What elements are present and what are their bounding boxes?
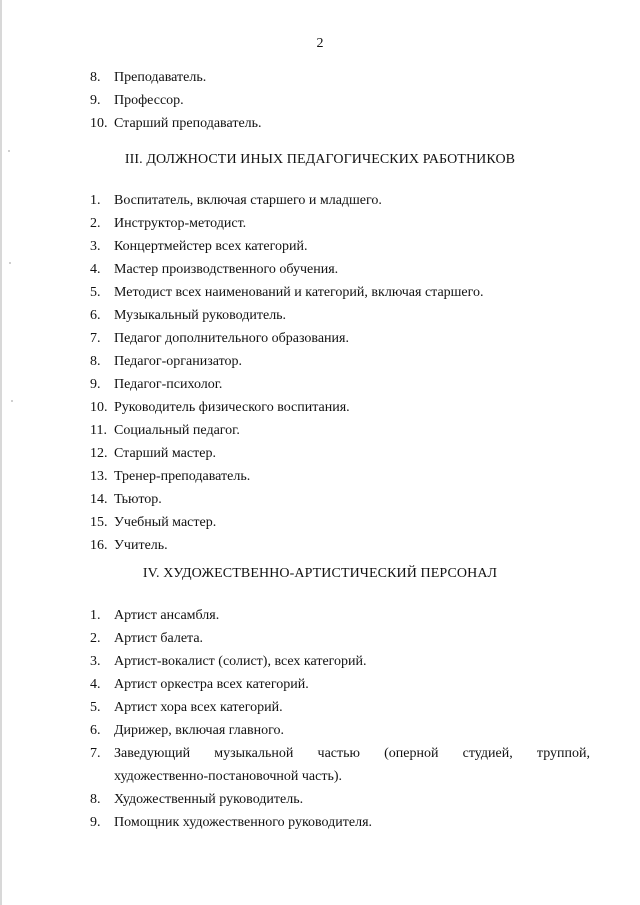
continued-list — [90, 66, 590, 135]
section-heading: IV. ХУДОЖЕСТВЕННО-АРТИСТИЧЕСКИЙ ПЕРСОНАЛ — [142, 566, 498, 581]
list-item: 15. Учебный мастер. — [90, 515, 217, 530]
list-item: 1. Воспитатель, включая старшего и младшего. — [90, 193, 382, 208]
section4-list — [90, 604, 590, 834]
list-item: 8. Педагог-организатор. — [90, 354, 243, 369]
list-item: 14. Тьютор. — [90, 492, 162, 507]
list-item: 3. Артист-вокалист (солист), всех категорий. — [90, 654, 367, 669]
list-item: 9. Профессор. — [90, 93, 184, 108]
list-item: 3. Концертмейстер всех категорий. — [90, 239, 308, 254]
list-item: 16. Учитель. — [90, 538, 168, 553]
list-item: 11. Социальный педагог. — [90, 423, 240, 438]
list-item: 4. Артист оркестра всех категорий. — [90, 677, 309, 692]
list-item: 9. Помощник художественного руководителя. — [90, 815, 373, 830]
list-item: 1. Артист ансамбля. — [90, 608, 220, 623]
list-item: 7. Заведующий музыкальной частью (оперной студией, труппой, художественно-постановочной часть). — [90, 746, 590, 784]
list-item: 2. Инструктор-методист. — [90, 216, 247, 231]
scan-speck — [9, 262, 11, 264]
page-edge — [0, 0, 2, 905]
list-item: 4. Мастер производственного обучения. — [90, 262, 339, 277]
scan-speck — [11, 400, 13, 402]
list-item: 9. Педагог-психолог. — [90, 377, 223, 392]
list-item: 10. Старший преподаватель. — [90, 116, 262, 131]
list-item: 2. Артист балета. — [90, 631, 204, 646]
section3-list — [90, 189, 590, 557]
list-item: 6. Музыкальный руководитель. — [90, 308, 287, 323]
list-item: 6. Дирижер, включая главного. — [90, 723, 284, 738]
list-item: 8. Художественный руководитель. — [90, 792, 304, 807]
section-heading: III. ДОЛЖНОСТИ ИНЫХ ПЕДАГОГИЧЕСКИХ РАБОТНИКОВ — [124, 152, 516, 167]
list-item: 5. Артист хора всех категорий. — [90, 700, 283, 715]
list-item: 8. Преподаватель. — [90, 70, 207, 85]
list-item: 12. Старший мастер. — [90, 446, 216, 461]
list-item: 10. Руководитель физического воспитания. — [90, 400, 350, 415]
list-item: 7. Педагог дополнительного образования. — [90, 331, 349, 346]
list-item: 13. Тренер-преподаватель. — [90, 469, 251, 484]
page-number: 2 — [316, 36, 324, 51]
list-item: 5. Методист всех наименований и категорий, включая старшего. — [90, 285, 484, 300]
